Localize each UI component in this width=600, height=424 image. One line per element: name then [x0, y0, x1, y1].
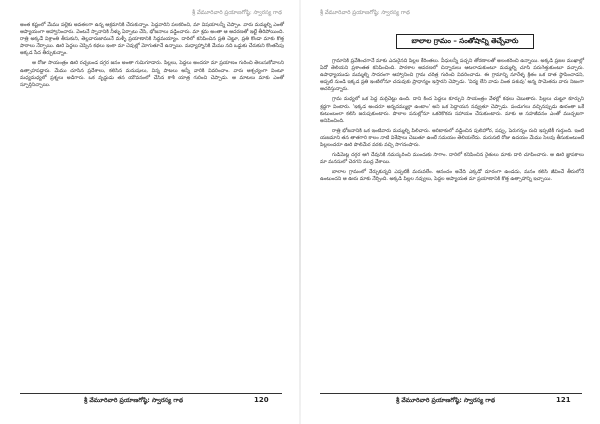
- paragraph: బాలాల గ్రామంలో నేర్చుకున్నది ఎప్పటికీ మరువలేం. ఆనందం అనేది ఎక్కడో దూరంగా ఉండదు, మనం కలిసి జీవించే తీరులోనే ఉంటుందని ఆ ఊరు మాకు నేర్పింది. అక్కడి పిల్లల నవ్వులు, పెద్దల ఆప్యాయత మా ప్రయాణానికి కొత్త ఉత్సాహాన్ని ఇచ్చాయి.: [320, 169, 584, 183]
- footer-title: శ్రీ వేమూరివారి ప్రయాణగోష్ఠి: స్వారస్య గాథ: [84, 397, 184, 404]
- body-text: [20, 22, 284, 92]
- running-head: శ్రీ వేమూరివారి ప్రయాణగోష్ఠి: స్వారస్య గాథ: [192, 10, 282, 16]
- right-page: [300, 0, 600, 424]
- paragraph: గుడిమెట్ల దగ్గర ఆగి దేవునికి నమస్కరించి ముందుకు సాగాం. దారిలో కనిపించిన రైతులు మాకు దారి చూపించారు. ఆ ఊరి జ్ఞాపకాలు మా మనసులో చెరగని ముద్ర వేశాయి.: [320, 152, 584, 166]
- running-head: శ్రీ వేమూరివారి ప్రయాణగోష్ఠి: స్వారస్య గాథ: [320, 10, 410, 16]
- paragraph: అంత కష్టంలో మేము పల్లెకు అవతలగా ఉన్న ఆశ్రమానికి చేరుకున్నాం. పెద్దవారిని పలకరించి, మా విషయాలన్నీ చెప్పాం. వారు మమ్మల్ని ఎంతో ఆప్యాయంగా ఆహ్వానించారు. వెంటనే స్నానానికి నీళ్ళు ఏర్పాటు చేసి, భోజనాలు వడ్డించారు. మా శ్రమ అంతా ఆ ఆదరణతో ఇట్టే తీరిపోయింది. రాత్రి అక్కడే విశ్రాంతి తీసుకుని, తెల్లవారుజామునే మళ్ళీ ప్రయాణానికి సిద్ధమయ్యాం. దారిలో కనిపించిన ప్రతి చెట్టూ, ప్రతి కొండా మాకు కొత్త పాఠాలు నేర్పాయి. ఊరి పెద్దలు చెప్పిన కథలు ఇంకా మా చెవుల్లో మోగుతూనే ఉన్నాయి. మధ్యాహ్నానికి మేము నది ఒడ్డుకు చేరుకుని కొంతసేపు అక్కడ సేద తీర్చుకున్నాం.: [20, 22, 284, 57]
- paragraph: గ్రామానికి ప్రవేశించగానే మాకు ఎదురైనది పిల్లల కేరింతలు. వీధులన్నీ పచ్చని తోరణాలతో అలంకరించి ఉన్నాయి. అక్కడి ప్రజల ముఖాల్లో ఏదో తెలియని ప్రశాంతత కనిపించింది. పాఠశాల ఆవరణలో చిన్నారులు ఆటలాడుకుంటూ మమ్మల్ని చూసి పరుగెత్తుకుంటూ వచ్చారు. ఉపాధ్యాయుడు మమ్మల్ని సాదరంగా ఆహ్వానించి గ్రామ చరిత్ర గురించి వివరించాడు. ఈ గ్రామాన్ని నూరేళ్ళ క్రితం ఒక దాత స్థాపించాడని, అప్పటి నుండి ఇక్కడ ప్రతి ఇంటిలోనూ చదువుకు ప్రాధాన్యం ఇస్తారని చెప్పాడు. 'విద్య లేని వాడు వింత పశువు' అన్న సామెతను వారు నిజంగా ఆచరిస్తున్నారు.: [320, 58, 584, 93]
- page-number: 120: [254, 396, 269, 404]
- footer-rule: [320, 393, 582, 394]
- body-text: [320, 58, 584, 187]
- footer-title: శ్రీ వేమూరివారి ప్రయాణగోష్ఠి: స్వారస్య గాథ: [396, 397, 496, 404]
- paragraph: రాత్రి భోజనానికి ఒక ఇంటివారు మమ్మల్ని పిలిచారు. అరిటాకులో వడ్డించిన పులిహోర, పప్పు, పెరుగన్నం రుచి ఇప్పటికీ గుర్తుంది. ఇంటి యజమాని తన తాతగారి కాలం నాటి విశేషాలు చెబుతూ ఉంటే సమయం తెలియలేదు. మరుసటి రోజు ఉదయం మేము సెలవు తీసుకుంటుంటే పిల్లలందరూ ఊరి పొలిమేర వరకు వచ్చి సాగనంపారు.: [320, 127, 584, 149]
- page-number: 121: [556, 396, 571, 404]
- footer-rule: [20, 393, 282, 394]
- paragraph: గ్రామ మధ్యలో ఒక పెద్ద మర్రిచెట్టు ఉంది. దాని కింద పెద్దలు కూర్చుని సాయంత్రం వేళల్లో కథలు చెబుతారు. పిల్లలు చుట్టూ కూర్చుని శ్రద్ధగా వింటారు. 'ఇక్కడ అందరూ అన్నదమ్ముల్లా ఉంటాం' అని ఒక పెద్దాయన నవ్వుతూ చెప్పాడు. పండుగలు వచ్చినప్పుడు ఊరంతా ఒకే కుటుంబంలా కలిసి జరుపుకుంటారు. పొలాల పనుల్లోనూ ఒకరికొకరు సహాయం చేసుకుంటారు. మాకు ఆ సహజీవనం ఎంతో ముచ్చటగా అనిపించింది.: [320, 96, 584, 124]
- chapter-title: బాలాల గ్రామం – సంతోషాన్ని తెచ్చేవారు: [396, 34, 534, 49]
- paragraph: ఆ రోజు సాయంత్రం ఊరి రచ్చబండ దగ్గర జనం అంతా గుమిగూడారు. పిల్లలు, పెద్దలు అందరూ మా ప్రయాణం గురించి తెలుసుకోవాలని ఉత్సాహపడ్డారు. మేము చూసిన ప్రదేశాలు, కలిసిన మనుషులు, విన్న పాటలు అన్నీ వారికి వివరించాం. వారు ఆశ్చర్యంగా వింటూ మధ్యమధ్యలో ప్రశ్నలు అడిగారు. ఒక వృద్ధుడు తన యౌవనంలో చేసిన కాశీ యాత్ర గురించి చెప్పాడు. ఆ మాటలు మాకు ఎంతో స్ఫూర్తినిచ్చాయి.: [20, 60, 284, 88]
